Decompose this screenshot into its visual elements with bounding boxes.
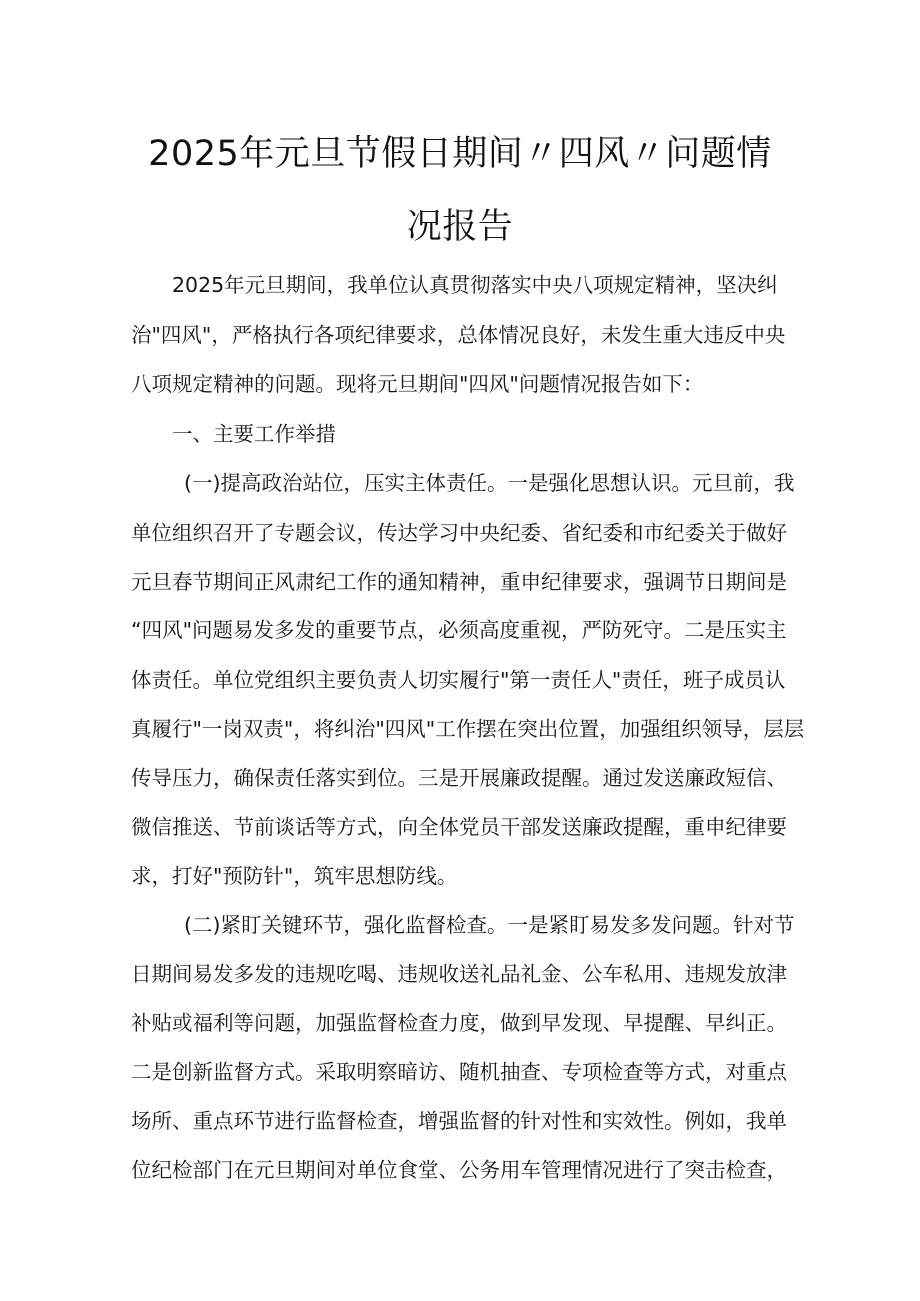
document-title-line-1: 2025年元旦节假日期间〃四风〃问题情 xyxy=(148,134,772,174)
body-line: 八项规定精神的问题。现将元旦期间"四风"问题情况报告如下： xyxy=(131,372,704,396)
body-line: 2025年元旦期间，我单位认真贯彻落实中央八项规定精神，坚决纠 xyxy=(172,273,778,297)
body-line: (一)提高政治站位，压实主体责任。一是强化思想认识。元旦前，我 xyxy=(184,471,795,495)
body-line: 单位组织召开了专题会议，传达学习中央纪委、省纪委和市纪委关于做好 xyxy=(131,521,787,545)
body-line: 微信推送、节前谈话等方式，向全体党员干部发送廉政提醒，重申纪律要 xyxy=(131,815,787,839)
body-line: “四风"问题易发多发的重要节点，必须高度重视，严防死守。二是压实主 xyxy=(131,618,787,642)
body-line: 位纪检部门在元旦期间对单位食堂、公务用车管理情况进行了突击检查， xyxy=(131,1158,787,1182)
body-line: 二是创新监督方式。采取明察暗访、随机抽查、专项检查等方式，对重点 xyxy=(131,1060,787,1084)
body-line: 传导压力，确保责任落实到位。三是开展廉政提醒。通过发送廉政短信、 xyxy=(131,766,787,790)
body-line: 治"四风"，严格执行各项纪律要求，总体情况良好，未发生重大违反中央 xyxy=(131,323,786,347)
body-line: 日期间易发多发的违规吃喝、违规收送礼品礼金、公车私用、违规发放津 xyxy=(131,962,787,986)
section-heading: 一、主要工作举措 xyxy=(172,422,336,446)
document-title-line-2: 况报告 xyxy=(406,207,514,247)
body-line: 体责任。单位党组织主要负责人切实履行"第一责任人"责任，班子成员认 xyxy=(131,668,786,692)
body-line: 真履行"一岗双责"，将纠治"四风"工作摆在突出位置，加强组织领导，层层 xyxy=(131,717,805,741)
body-line: 场所、重点环节进行监督检查，增强监督的针对性和实效性。例如，我单 xyxy=(131,1109,787,1133)
body-line: 求，打好"预防针"，筑牢思想防线。 xyxy=(131,864,458,888)
body-line: (二)紧盯关键环节，强化监督检查。一是紧盯易发多发问题。针对节 xyxy=(184,913,795,937)
body-line: 元旦春节期间正风肃纪工作的通知精神，重申纪律要求，强调节日期间是 xyxy=(131,570,787,594)
body-line: 补贴或福利等问题，加强监督检查力度，做到早发现、早提醒、早纠正。 xyxy=(131,1011,787,1035)
